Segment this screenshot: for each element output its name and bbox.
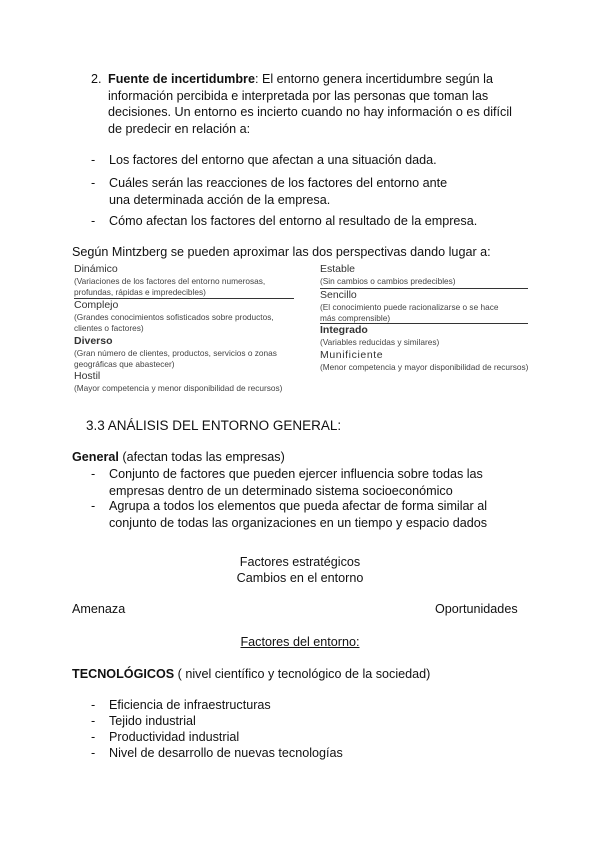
list-item: - Cómo afectan los factores del entorno al resultado de la empresa.	[91, 214, 478, 228]
diagram-left-label: Amenaza	[72, 602, 126, 616]
list-item: - Agrupa a todos los elementos que pueda afectar de forma similar al conjunto de todas las organizaciones en un tiempo y espacio dados	[91, 499, 488, 530]
list-item: - Tejido industrial	[91, 714, 196, 728]
table-cell: Estable (Sin cambios o cambios predecibles)	[320, 263, 456, 286]
diagram-right-label: Oportunidades	[435, 602, 518, 616]
diagram-bottom-label: Factores del entorno:	[240, 635, 360, 649]
list-item: - Productividad industrial	[91, 730, 240, 744]
diagram-line-2: Cambios en el entorno	[236, 571, 364, 585]
list-item: - Cuáles serán las reacciones de los factores del entorno ante una determinada acción de la empresa.	[91, 176, 448, 207]
tech-heading: TECNOLÓGICOS ( nivel científico y tecnológico de la sociedad)	[72, 667, 431, 681]
numbered-item-2	[91, 71, 521, 137]
mintzberg-intro: Según Mintzberg se pueden aproximar las dos perspectivas dando lugar a:	[72, 245, 491, 259]
table-cell: Dinámico (Variaciones de los factores del entorno numerosas, profundas, rápidas e impredecibles)	[74, 263, 266, 297]
tech-bold: TECNOLÓGICOS	[72, 667, 175, 681]
list-item: - Conjunto de factores que pueden ejercer influencia sobre todas las empresas dentro de un determinado sistema socioeconómico	[91, 467, 483, 498]
item-text: : El entorno genera incertidumbre según la información percibida e interpretada por las personas que toman las decisiones. Un entorno es incierto cuando no hay información o es difícil de predecir en relación a:	[108, 72, 512, 136]
general-bold: General	[72, 450, 119, 464]
table-cell: Munificiente (Menor competencia y mayor disponibilidad de recursos)	[320, 349, 529, 372]
item-number: 2.	[91, 72, 102, 86]
list-item: - Nivel de desarrollo de nuevas tecnologías	[91, 746, 343, 760]
table-cell: Complejo (Grandes conocimientos sofisticados sobre productos, clientes o factores)	[74, 299, 274, 333]
general-line: General (afectan todas las empresas)	[72, 450, 285, 464]
table-cell: Hostil (Mayor competencia y menor disponibilidad de recursos)	[74, 370, 283, 393]
list-item: - Eficiencia de infraestructuras	[91, 698, 271, 712]
item-bold-term: Fuente de incertidumbre	[108, 72, 255, 86]
section-heading: 3.3 ANÁLISIS DEL ENTORNO GENERAL:	[86, 418, 342, 433]
table-cell: Diverso (Gran número de clientes, productos, servicios o zonas geográficas que abastecer)	[74, 335, 277, 369]
list-item: - Los factores del entorno que afectan a una situación dada.	[91, 153, 437, 167]
table-cell: Integrado (Variables reducidas y similares)	[320, 324, 440, 347]
table-cell: Sencillo (El conocimiento puede racionalizarse o se hace más comprensible)	[320, 289, 499, 323]
diagram-line-1: Factores estratégicos	[239, 555, 361, 569]
